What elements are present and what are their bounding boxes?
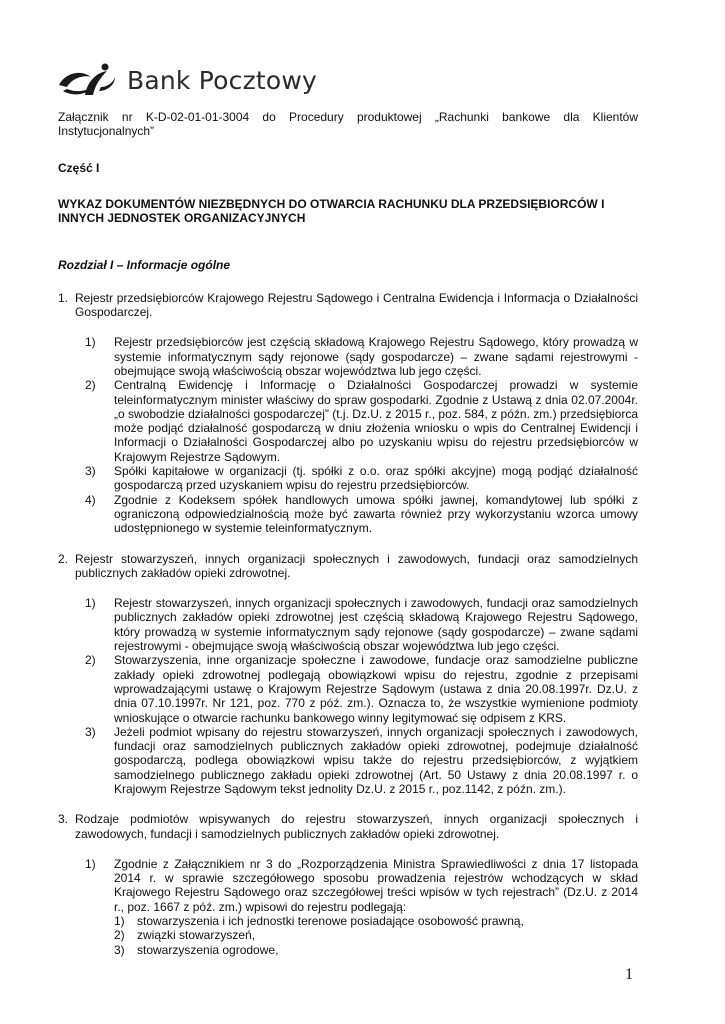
list-item-text: Spółki kapitałowe w organizacji (tj. spółki z o.o. oraz spółki akcyjne) mogą podjąć działalność gospodarczą przed uzyskaniem wpisu do rejestru przedsiębiorców. bbox=[114, 464, 638, 493]
nested-list-item bbox=[114, 914, 638, 928]
section-3-list bbox=[85, 857, 638, 957]
list-item bbox=[85, 725, 638, 796]
list-item bbox=[85, 857, 638, 957]
list-item-number: 1) bbox=[85, 856, 96, 871]
nested-list bbox=[114, 914, 638, 957]
list-item bbox=[85, 493, 638, 536]
page-number: 1 bbox=[625, 966, 633, 983]
section-text: Rejestr stowarzyszeń, innych organizacji społecznych i zawodowych, fundacji oraz samodzielnych publicznych zakładów opieki zdrowotnej. bbox=[75, 551, 638, 580]
list-item-number: 3) bbox=[85, 464, 96, 479]
list-item-number: 3) bbox=[85, 724, 96, 739]
logo-text: Bank Pocztowy bbox=[127, 65, 318, 95]
part-title: Część I bbox=[58, 160, 100, 175]
nested-list-item-text: stowarzyszenia ogrodowe, bbox=[137, 942, 279, 957]
list-item-number: 1) bbox=[85, 596, 96, 611]
list-item-text: Rejestr przedsiębiorców jest częścią składową Krajowego Rejestru Sądowego, który prowadzą w systemie informatycznym sądy rejonowe (sądy gospodarcze) – zwane sądami rejestrowymi - obejmujące swoją właściwością obszar województwa lub jego części. bbox=[114, 335, 638, 378]
list-item bbox=[85, 653, 638, 724]
list-item-text: Rejestr stowarzyszeń, innych organizacji społecznych i zawodowych, fundacji oraz samodzielnych publicznych zakładów opieki zdrowotnej jest częścią składową Krajowego Rejestru Sądowego, który prowadzą w systemie informatycznym sądy rejonowe (sądy gospodarcze) – zwane sądami rejestrowymi - obejmujące swoją właściwością obszar województwa lub jego części. bbox=[114, 596, 638, 654]
list-item-text: Zgodnie z Załącznikiem nr 3 do „Rozporządzenia Ministra Sprawiedliwości z dnia 17 listopada 2014 r. w sprawie szczegółowego sposobu prowadzenia rejestrów wchodzących w skład Krajowego Rejestru Sądowego oraz szczegółowej treści wpisów w tych rejestrach” (Dz.U. z 2014 r., poz. 1667 z póź. zm.) wpisowi do rejestru podlegają: bbox=[114, 856, 638, 914]
section-number: 2. bbox=[58, 551, 69, 566]
nested-list-item-number: 3) bbox=[114, 942, 125, 957]
document-body bbox=[58, 110, 638, 957]
list-item-text: Stowarzyszenia, inne organizacje społeczne i zawodowe, fundacje oraz samodzielne publiczne zakłady opieki zdrowotnej podlegają obowiązkowi wpisu do rejestru, zgodnie z przepisami wprowadzającymi ustawę o Krajowym Rejestrze Sądowym (ustawa z dnia 20.08.1997r. Dz.U. z dnia 07.10.1997r. Nr 121, poz. 770 z póź. zm.). Oznacza to, że wszystkie wymienione podmioty wnioskujące o otwarcie rachunku bankowego winny legitymować się odpisem z KRS. bbox=[114, 653, 638, 725]
section-2-list bbox=[85, 596, 638, 796]
bank-logo bbox=[55, 60, 317, 100]
section-number: 1. bbox=[58, 290, 69, 305]
nested-list-item bbox=[114, 943, 638, 957]
nested-list-item-number: 1) bbox=[114, 914, 125, 929]
list-item-text: Centralną Ewidencję i Informację o Działalności Gospodarczej prowadzi w systemie teleinformatycznym minister właściwy do spraw gospodarki. Zgodnie z Ustawą z dnia 02.07.2004r. „o swobodzie działalności gospodarczej” (t.j. Dz.U. z 2015 r., poz. 584, z późn. zm.) przedsiębiorca może podjąć działalność gospodarczą w dniu złożenia wniosku o wpis do Centralnej Ewidencji i Informacji o Działalności Gospodarczej albo po uzyskaniu wpisu do rejestru przedsiębiorców w Krajowym Rejestrze Sądowym. bbox=[114, 378, 638, 464]
chapter-title: Rozdział I – Informacje ogólne bbox=[58, 258, 231, 273]
list-item-number: 1) bbox=[85, 335, 96, 350]
nested-list-item-text: związki stowarzyszeń, bbox=[137, 928, 256, 943]
list-item-text: Zgodnie z Kodeksem spółek handlowych umowa spółki jawnej, komandytowej lub spółki z ograniczoną odpowiedzialnością może być zawarta również przy wykorzystaniu wzorca umowy udostępnionego w systemie teleinformatycznym. bbox=[114, 492, 638, 536]
list-item bbox=[85, 596, 638, 653]
nested-list-item bbox=[114, 928, 638, 942]
list-item-text: Jeżeli podmiot wpisany do rejestru stowarzyszeń, innych organizacji społecznych i zawodowych, fundacji oraz samodzielnych publicznych zakładów opieki zdrowotnej, podejmuje działalność gospodarczą, podlega obowiązkowi wpisu także do rejestru przedsiębiorców, z wyjątkiem samodzielnego publicznego zakładu opieki zdrowotnej (Art. 50 Ustawy z dnia 20.08.1997 r. o Krajowym Rejestrze Sądowym tekst jednolity Dz.U. z 2015 r., poz.1142, z późn. zm.). bbox=[114, 724, 638, 796]
list-item-number: 4) bbox=[85, 492, 96, 507]
section-text: Rejestr przedsiębiorców Krajowego Rejestru Sądowego i Centralna Ewidencja i Informacja o Działalności Gospodarczej. bbox=[75, 290, 638, 320]
list-item-number: 2) bbox=[85, 653, 96, 668]
list-item bbox=[85, 378, 638, 464]
nested-list-item-number: 2) bbox=[114, 928, 125, 943]
list-item-number: 2) bbox=[85, 378, 96, 393]
section-1 bbox=[58, 291, 638, 536]
bank-pocztowy-logo-icon bbox=[55, 61, 119, 99]
annex-reference: Załącznik nr K-D-02-01-01-3004 do Procedury produktowej „Rachunki bankowe dla Klientów Instytucjonalnych” bbox=[58, 110, 638, 139]
list-item bbox=[85, 464, 638, 493]
section-2 bbox=[58, 552, 638, 797]
section-text: Rodzaje podmiotów wpisywanych do rejestru stowarzyszeń, innych organizacji społecznych i zawodowych, fundacji i samodzielnych publicznych zakładów opieki zdrowotnej. bbox=[75, 812, 638, 841]
section-3 bbox=[58, 812, 638, 957]
list-item bbox=[85, 335, 638, 378]
section-1-list bbox=[85, 335, 638, 535]
nested-list-item-text: stowarzyszenia i ich jednostki terenowe posiadające osobowość prawną, bbox=[137, 914, 524, 929]
document-heading: WYKAZ DOKUMENTÓW NIEZBĘDNYCH DO OTWARCIA RACHUNKU DLA PRZEDSIĘBIORCÓW I INNYCH JEDNOSTEK ORGANIZACYJNYCH bbox=[58, 196, 605, 226]
section-number: 3. bbox=[58, 812, 69, 827]
